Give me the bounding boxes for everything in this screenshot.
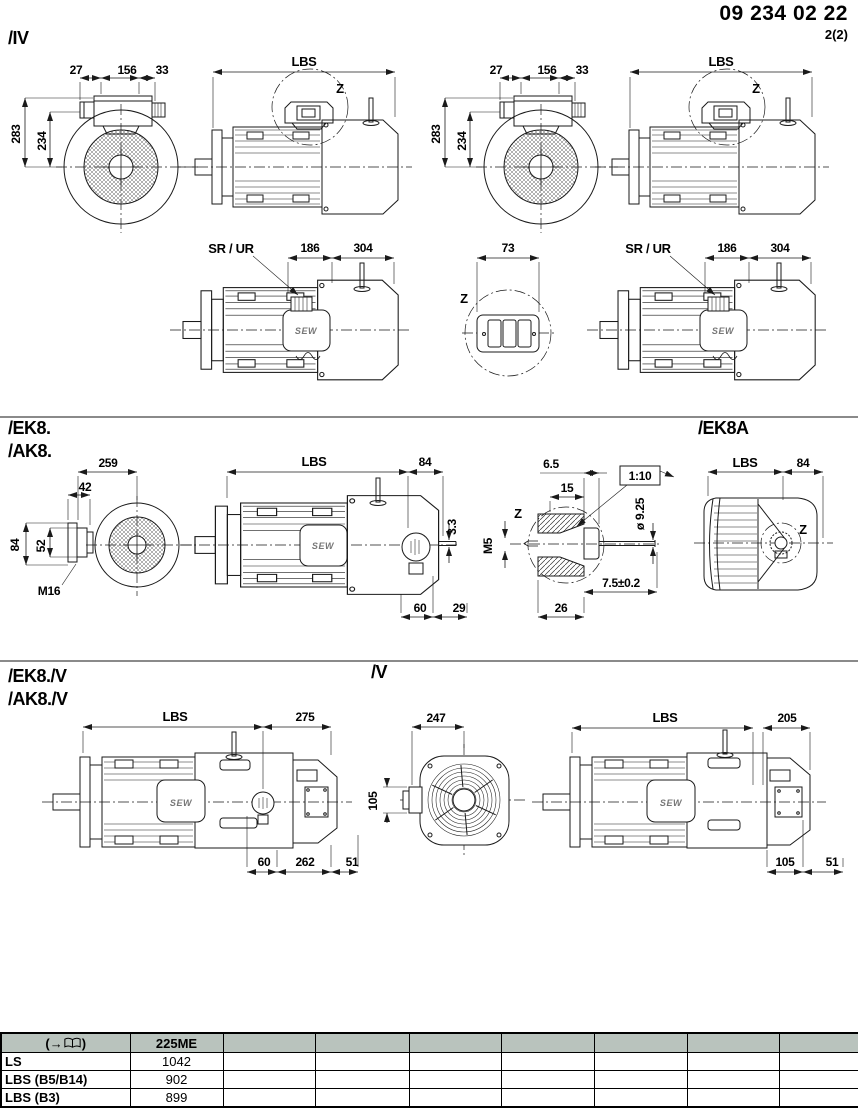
ek8-front-view — [26, 472, 196, 596]
sew-logo-1: SEW — [294, 326, 318, 336]
dim-ek8-front-w2: 42 — [78, 480, 92, 494]
dim-detail-w3: 26 — [554, 601, 568, 615]
book-icon — [64, 1037, 81, 1049]
dim-iv-lower-l1-2: 186 — [717, 241, 737, 255]
dim-v-left-l1: 275 — [295, 710, 315, 724]
section-label-ak8: /AK8. — [8, 441, 52, 461]
detail-z-connector — [462, 258, 556, 376]
dimension-table — [0, 1032, 858, 1108]
dim-detail-thread: M5 — [481, 537, 495, 555]
dim-ek8-front-h2: 52 — [34, 539, 48, 553]
document-number: 09 234 02 22 — [719, 2, 848, 25]
dim-detail-taper: 1:10 — [628, 469, 652, 483]
section-label-v: /V — [371, 662, 388, 682]
table-row-lbs-b3 — [1, 1089, 858, 1108]
dim-iv-lower-l2-2: 304 — [770, 241, 790, 255]
dim-iv-side-lbs: LBS — [291, 54, 317, 69]
page-indicator: 2(2) — [824, 27, 848, 42]
table-row-lbs-b5 — [1, 1071, 858, 1089]
row-value-lbs-b5: 902 — [130, 1071, 223, 1089]
ek8a-view — [694, 472, 833, 590]
dim-iv-front-h1: 283 — [9, 124, 23, 144]
dim-v-right-b1: 105 — [775, 855, 795, 869]
dim-detail-z-width: 73 — [501, 241, 515, 255]
detail-z-label: Z — [460, 291, 468, 306]
dim-ek8-front-w1: 259 — [98, 456, 118, 470]
v-side-view — [532, 728, 843, 872]
sew-logo-3: SEW — [311, 541, 335, 551]
dim-iv-front2-w2: 156 — [537, 63, 557, 77]
dim-v-left-b1: 60 — [257, 855, 271, 869]
dim-iv-front-h2: 234 — [35, 131, 49, 151]
dim-iv-front-w1: 27 — [69, 63, 83, 77]
ek8-shaft-detail — [505, 466, 674, 617]
table-empty-header — [223, 1033, 315, 1053]
dim-ek8-front-thread: M16 — [37, 584, 61, 598]
ek8v-side-view — [42, 727, 358, 872]
sew-logo-4: SEW — [169, 798, 193, 808]
dim-ek8-side-b1: 60 — [413, 601, 427, 615]
section-label-ek8: /EK8. — [8, 418, 51, 438]
detail-z-ref-1: Z — [336, 81, 344, 96]
fan-view — [383, 727, 525, 858]
table-header-row — [1, 1033, 858, 1053]
dim-iv-front2-w1: 27 — [489, 63, 503, 77]
table-row-ls — [1, 1053, 858, 1071]
dim-iv-front2-h2: 234 — [455, 131, 469, 151]
dim-v-right-b2: 51 — [825, 855, 839, 869]
dim-v-left-b3: 51 — [345, 855, 359, 869]
label-sr-ur-2: SR / UR — [625, 241, 671, 256]
section-label-iv: /IV — [8, 28, 29, 48]
row-value-ls: 1042 — [130, 1053, 223, 1071]
section-label-ek8a: /EK8A — [698, 418, 749, 438]
table-col-225me: 225ME — [130, 1033, 223, 1053]
dim-iv-lower-l1-1: 186 — [300, 241, 320, 255]
dim-detail-depth: 7.5±0.2 — [602, 576, 640, 590]
section-label-ek8v: /EK8./V — [8, 666, 67, 686]
dim-fan-w1: 247 — [426, 711, 446, 725]
label-sr-ur-1: SR / UR — [208, 241, 254, 256]
ref-prefix: (→ — [45, 1035, 63, 1051]
dim-fan-h1: 105 — [366, 791, 380, 811]
dim-v-left-lbs: LBS — [162, 709, 188, 724]
row-label-lbs-b5: LBS (B5/B14) — [1, 1071, 130, 1089]
dim-detail-w2: 15 — [560, 481, 574, 495]
dim-ek8a-l1: 84 — [796, 456, 810, 470]
dim-v-left-b2: 262 — [295, 855, 315, 869]
dim-ek8-side-d1: 3.3 — [445, 519, 459, 535]
dim-detail-w1: 6.5 — [543, 457, 559, 471]
dim-ek8-side-l1: 84 — [418, 455, 432, 469]
ref-suffix: ) — [81, 1035, 87, 1051]
detail-z-label-ek8: Z — [514, 506, 522, 521]
row-label-ls: LS — [1, 1053, 130, 1071]
dim-iv-front-w2: 156 — [117, 63, 137, 77]
row-label-lbs-b3: LBS (B3) — [1, 1089, 130, 1108]
dim-detail-dia: ø 9.25 — [633, 497, 647, 531]
dim-ek8-front-h1: 84 — [8, 538, 22, 552]
dim-iv-side2-lbs: LBS — [708, 54, 734, 69]
detail-z-ref-2: Z — [752, 81, 760, 96]
dim-v-right-l1: 205 — [777, 711, 797, 725]
dim-iv-lower-l2-1: 304 — [353, 241, 373, 255]
table-ref-cell — [1, 1033, 130, 1053]
section-label-ak8v: /AK8./V — [8, 689, 68, 709]
sew-logo-2: SEW — [711, 326, 735, 336]
detail-z-label-ek8a: Z — [799, 522, 807, 537]
dim-iv-front2-h1: 283 — [429, 124, 443, 144]
sew-logo-5: SEW — [659, 798, 683, 808]
dim-ek8a-lbs: LBS — [732, 455, 758, 470]
row-value-lbs-b3: 899 — [130, 1089, 223, 1108]
dim-iv-front2-w3: 33 — [575, 63, 589, 77]
dim-v-right-lbs: LBS — [652, 710, 678, 725]
dim-ek8-side-lbs: LBS — [301, 454, 327, 469]
dim-ek8-side-b2: 29 — [452, 601, 466, 615]
dim-iv-front-w3: 33 — [155, 63, 169, 77]
